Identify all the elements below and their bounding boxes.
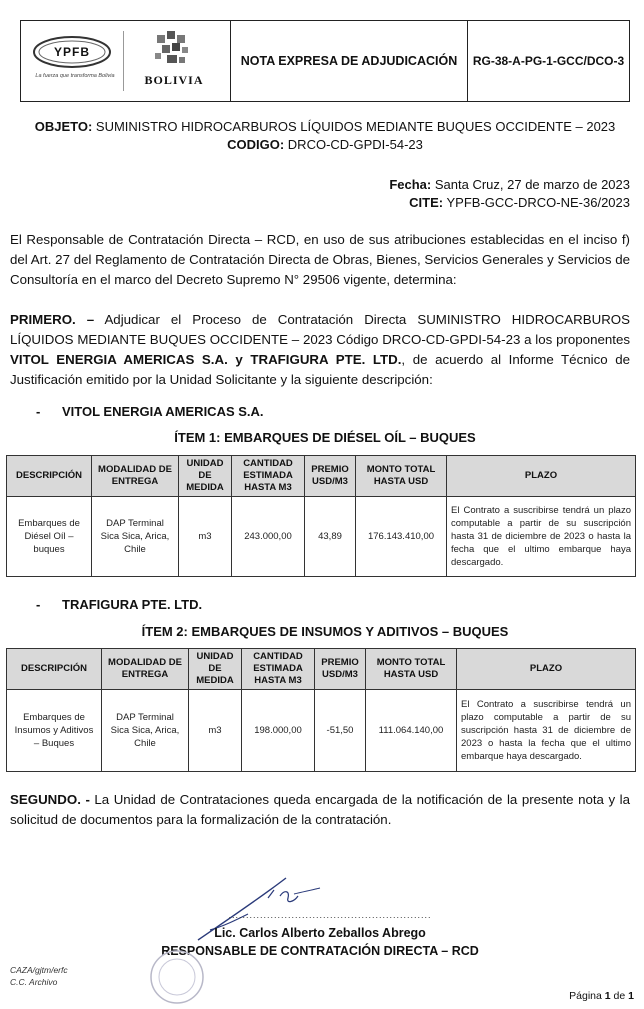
item1-bullet: - <box>36 404 41 419</box>
table-row <box>7 690 636 772</box>
item1-company: VITOL ENERGIA AMERICAS S.A. <box>62 404 264 419</box>
signer-name: Lic. Carlos Alberto Zeballos Abrego <box>214 926 426 940</box>
item1-title: ÍTEM 1: EMBARQUES DE DIÉSEL OÍL – BUQUES <box>174 430 476 445</box>
intro-paragraph: El Responsable de Contratación Directa – RCD, en uso de sus atribuciones establecidas en el inciso f) del Art. 27 del Reglamento de Contratación Directa de Obras, Bienes, Servicios Generales y Servicios de Consultoría en el marco del Decreto Supremo N° 29506 vigente, determina: <box>10 232 630 287</box>
initials: CAZA/gjtm/erfc <box>10 965 68 975</box>
col-cantidad: CANTIDAD ESTIMADA HASTA M3 <box>242 649 315 690</box>
company-logo-text: YPFB <box>53 45 90 59</box>
col-monto: MONTO TOTAL HASTA USD <box>366 649 457 690</box>
country-name: BOLIVIA <box>144 73 204 87</box>
item2-title: ÍTEM 2: EMBARQUES DE INSUMOS Y ADITIVOS – BUQUES <box>141 624 509 639</box>
primero-paragraph: PRIMERO. – Adjudicar el Proceso de Contratación Directa SUMINISTRO HIDROCARBUROS LÍQUIDOS MEDIANTE BUQUES OCCIDENTE – 2023 Código DRCO-CD-GPDI-54-23 a los proponentes VITOL ENERGIA AMERICAS S.A. y TRAFIGURA PTE. LTD., de acuerdo al Informe Técnico de Justificación emitido por la Unidad Solicitante y la siguiente descripción: <box>10 312 631 387</box>
cell-premio: 43,89 <box>305 497 356 577</box>
objeto-label: OBJETO: <box>34 119 93 134</box>
codigo-line <box>20 136 630 154</box>
table-row <box>7 497 636 577</box>
primero-label: PRIMERO. – <box>10 312 95 327</box>
cell-unidad: m3 <box>189 690 242 772</box>
document-header <box>20 20 630 102</box>
col-monto: MONTO TOTAL HASTA USD <box>356 456 447 497</box>
fecha-value: Santa Cruz, 27 de marzo de 2023 <box>434 177 630 192</box>
cell-monto: 176.143.410,00 <box>356 497 447 577</box>
page-label: Página <box>569 990 602 1002</box>
cell-descripcion: Embarques de Insumos y Aditivos – Buques <box>7 690 102 772</box>
col-descripcion: DESCRIPCIÓN <box>7 456 92 497</box>
cell-modalidad: DAP Terminal Sica Sica, Arica, Chile <box>102 690 189 772</box>
logo-divider <box>123 31 124 91</box>
primero-text-b: de acuerdo al Informe Técnico de Justificación emitido por la Unidad Solicitante y la siguiente descripción: <box>10 352 630 387</box>
col-descripcion: DESCRIPCIÓN <box>7 649 102 690</box>
cell-cantidad: 243.000,00 <box>232 497 305 577</box>
item2-company: TRAFIGURA PTE. LTD. <box>62 597 203 612</box>
page-current: 1 <box>604 990 611 1002</box>
primero-text-a: Adjudicar el Proceso de Contratación Directa SUMINISTRO HIDROCARBUROS LÍQUIDOS MEDIANTE BUQUES OCCIDENTE – 2023 Código DRCO-CD-GPDI-54-23 a los proponentes <box>10 312 631 347</box>
objeto-value: SUMINISTRO HIDROCARBUROS LÍQUIDOS MEDIANTE BUQUES OCCIDENTE – 2023 <box>95 119 616 134</box>
slogan: La fuerza que transforma Bolivia <box>35 73 115 79</box>
col-unidad: UNIDAD DE MEDIDA <box>189 649 242 690</box>
objeto-line <box>20 118 630 136</box>
cell-premio: -51,50 <box>315 690 366 772</box>
cell-unidad: m3 <box>179 497 232 577</box>
table-header-row <box>7 456 636 497</box>
col-premio: PREMIO USD/M3 <box>315 649 366 690</box>
cite-label: CITE: <box>409 195 444 210</box>
document-code: RG-38-A-PG-1-GCC/DCO-3 <box>472 54 625 68</box>
stamp-icon <box>148 948 206 1006</box>
cell-plazo: El Contrato a suscribirse tendrá un plazo computable a partir de su suscripción hasta 31 de diciembre de 2023 o hasta la fecha que el ultimo embarque haya descargado. <box>457 690 636 772</box>
col-plazo: PLAZO <box>457 649 636 690</box>
signature-line: .......................................................... <box>228 910 432 920</box>
codigo-value: DRCO-CD-GPDI-54-23 <box>287 137 423 152</box>
bolivia-emblem-icon <box>151 29 195 69</box>
item2-table <box>6 648 636 772</box>
segundo-text: La Unidad de Contrataciones queda encargada de la notificación de la presente nota y la solicitud de documentos para la formalización de la contratación. <box>10 792 630 827</box>
fecha-label: Fecha: <box>389 177 432 192</box>
table-header-row <box>7 649 636 690</box>
segundo-paragraph <box>10 790 630 830</box>
cc-archivo: C.C. Archivo <box>10 977 58 987</box>
segundo-label: SEGUNDO. - <box>10 792 90 807</box>
cite-value: YPFB-GCC-DRCO-NE-36/2023 <box>446 195 630 210</box>
col-modalidad: MODALIDAD DE ENTREGA <box>92 456 179 497</box>
col-plazo: PLAZO <box>447 456 636 497</box>
primero-bidders: VITOL ENERGIA AMERICAS S.A. y TRAFIGURA PTE. LTD. <box>10 352 402 367</box>
cell-cantidad: 198.000,00 <box>242 690 315 772</box>
fecha-line <box>20 176 630 194</box>
col-modalidad: MODALIDAD DE ENTREGA <box>102 649 189 690</box>
page-total: 1 <box>628 990 634 1002</box>
codigo-label: CODIGO: <box>227 137 285 152</box>
cell-descripcion: Embarques de Diésel Oíl – buques <box>7 497 92 577</box>
signer-role: RESPONSABLE DE CONTRATACIÓN DIRECTA – RCD <box>161 944 479 958</box>
item1-table <box>6 455 636 577</box>
cite-line <box>20 194 630 212</box>
col-unidad: UNIDAD DE MEDIDA <box>179 456 232 497</box>
page-of: de <box>613 990 626 1002</box>
col-cantidad: CANTIDAD ESTIMADA HASTA M3 <box>232 456 305 497</box>
col-premio: PREMIO USD/M3 <box>305 456 356 497</box>
cell-monto: 111.064.140,00 <box>366 690 457 772</box>
page-number <box>520 990 634 1002</box>
cell-modalidad: DAP Terminal Sica Sica, Arica, Chile <box>92 497 179 577</box>
cell-plazo: El Contrato a suscribirse tendrá un plazo computable a partir de su suscripción hasta 31 de diciembre de 2023 o hasta la fecha que el ultimo embarque haya descargado. <box>447 497 636 577</box>
document-title: NOTA EXPRESA DE ADJUDICACIÓN <box>231 21 468 101</box>
logo-cell <box>21 21 231 101</box>
item2-bullet: - <box>36 597 41 612</box>
